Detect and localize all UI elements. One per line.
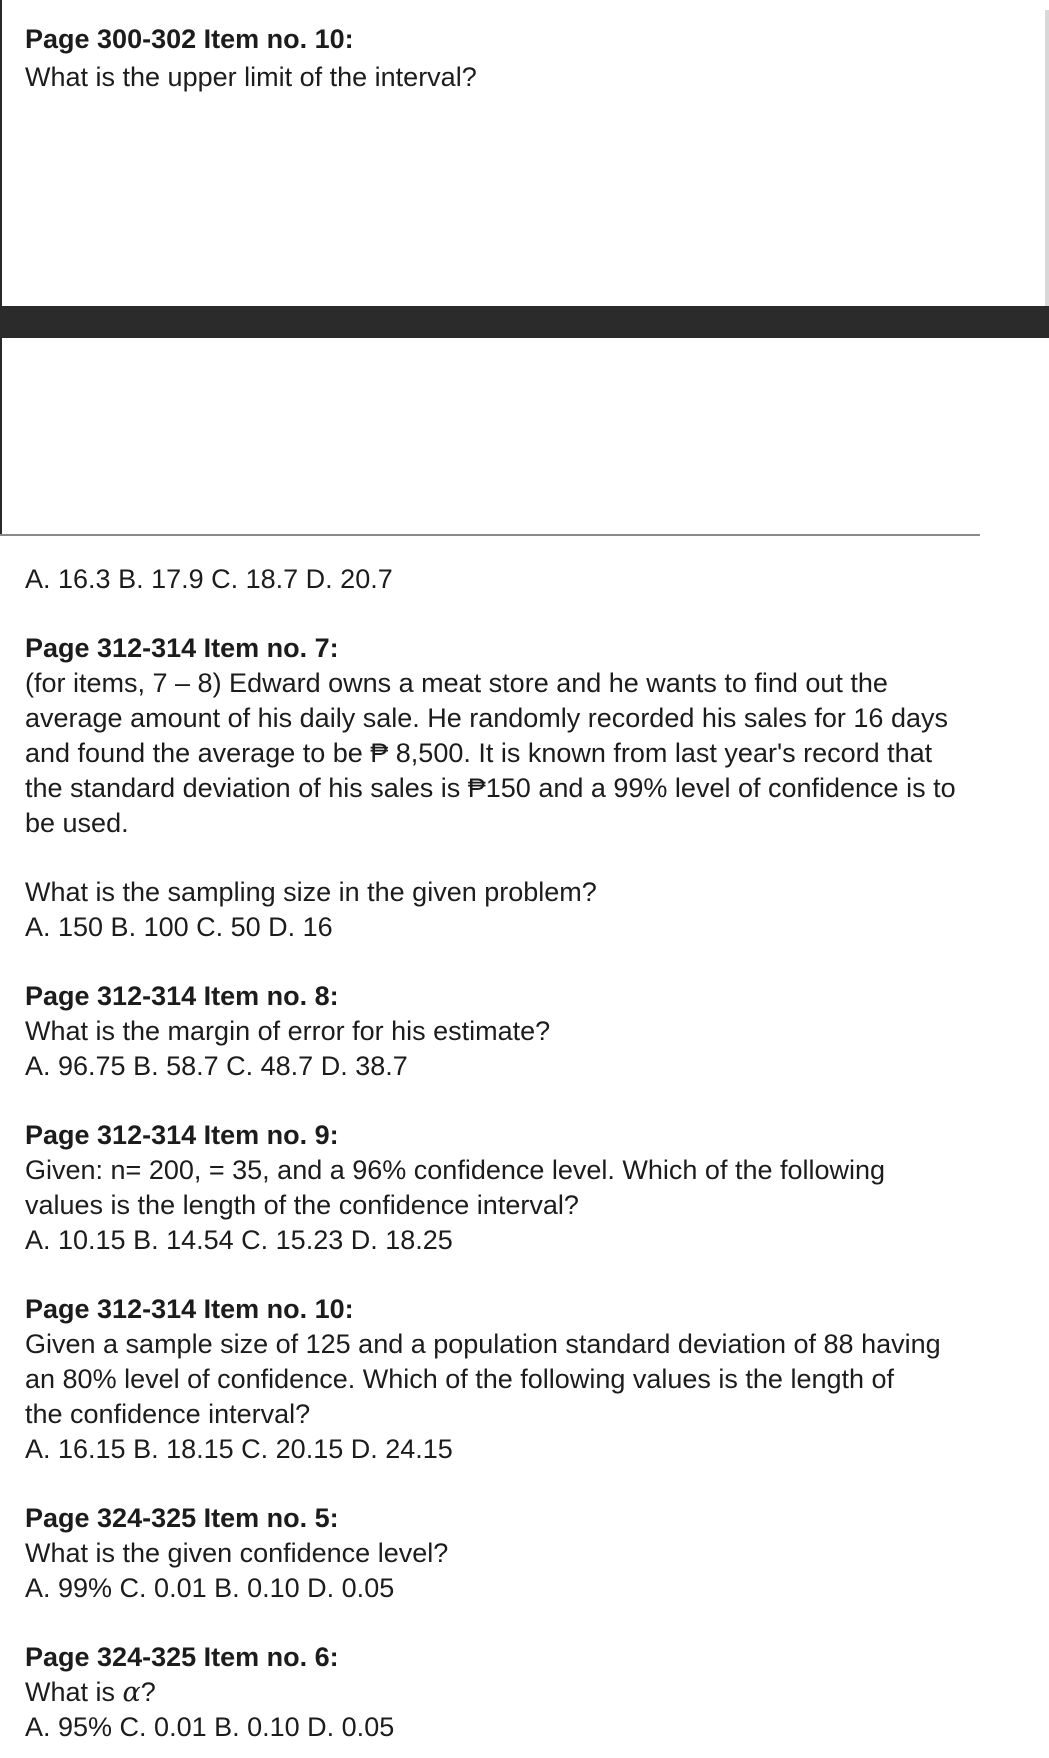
question-text: What is the margin of error for his estimate? [25, 1016, 551, 1046]
question-text: What is the sampling size in the given problem? [25, 877, 597, 907]
top-question-block [25, 20, 477, 96]
question-title: Page 312-314 Item no. 9: [25, 1120, 339, 1150]
answer-choices: A. 16.15 B. 18.15 C. 20.15 D. 24.15 [25, 1434, 453, 1464]
problem-line: values is the length of the confidence interval? [25, 1190, 579, 1220]
alpha-symbol: α [122, 1677, 141, 1708]
question-title: Page 300-302 Item no. 10: [25, 24, 354, 54]
answer-choices: A. 150 B. 100 C. 50 D. 16 [25, 912, 333, 942]
question-title: Page 324-325 Item no. 6: [25, 1642, 339, 1672]
question-title: Page 312-314 Item no. 10: [25, 1294, 354, 1324]
problem-line: (for items, 7 – 8) Edward owns a meat store and he wants to find out the [25, 668, 888, 698]
problem-line: average amount of his daily sale. He randomly recorded his sales for 16 days [25, 703, 948, 733]
right-edge-shadow [1045, 10, 1049, 310]
answer-choices: A. 10.15 B. 14.54 C. 15.23 D. 18.25 [25, 1225, 453, 1255]
question-prefix: What is [25, 1677, 123, 1707]
answer-choices: A. 96.75 B. 58.7 C. 48.7 D. 38.7 [25, 1051, 408, 1081]
problem-line: Given: n= 200, = 35, and a 96% confidence level. Which of the following [25, 1155, 886, 1185]
problem-line: be used. [25, 808, 129, 838]
problem-line: the standard deviation of his sales is ₱150 and a 99% level of confidence is to [25, 773, 956, 803]
answer-choices: A. 95% C. 0.01 B. 0.10 D. 0.05 [25, 1712, 395, 1742]
problem-line: the confidence interval? [25, 1399, 311, 1429]
question-text [25, 1675, 1025, 1710]
question-title: Page 312-314 Item no. 8: [25, 981, 339, 1011]
problem-line: and found the average to be ₱ 8,500. It is known from last year's record that [25, 738, 933, 768]
horizontal-divider [0, 534, 980, 536]
question-title: Page 324-325 Item no. 5: [25, 1503, 339, 1533]
answer-choices: A. 16.3 B. 17.9 C. 18.7 D. 20.7 [25, 564, 393, 594]
problem-line: Given a sample size of 125 and a population standard deviation of 88 having [25, 1329, 941, 1359]
question-suffix: ? [140, 1677, 156, 1707]
question-title: Page 312-314 Item no. 7: [25, 633, 339, 663]
black-divider-band [0, 306, 1049, 338]
left-border-rule [0, 0, 2, 536]
question-text: What is the upper limit of the interval? [25, 62, 477, 92]
problem-line: an 80% level of confidence. Which of the following values is the length of [25, 1364, 895, 1394]
questions-content [25, 562, 1025, 1745]
question-text: What is the given confidence level? [25, 1538, 449, 1568]
answer-choices: A. 99% C. 0.01 B. 0.10 D. 0.05 [25, 1573, 395, 1603]
